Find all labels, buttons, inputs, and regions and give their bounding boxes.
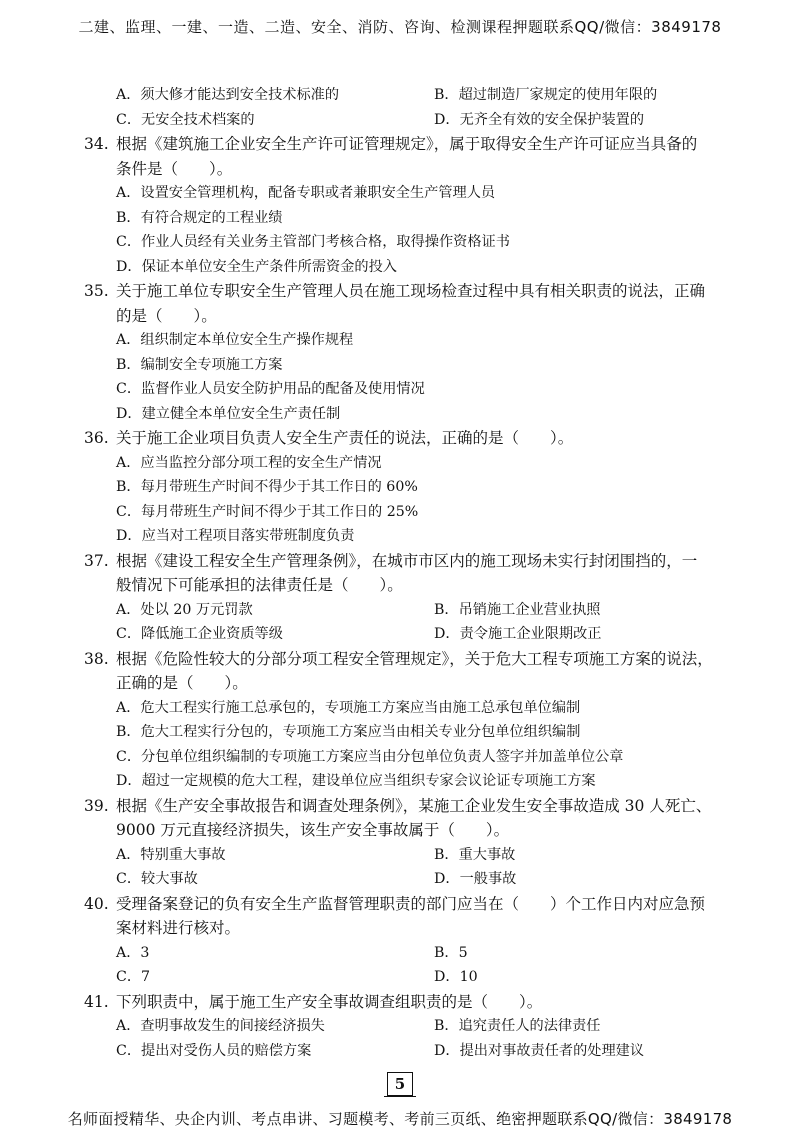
question-stem: 39. 根据《生产安全事故报告和调查处理条例》，某施工企业发生安全事故造成 30 人死亡、 xyxy=(0,794,800,819)
question-36 xyxy=(0,426,800,549)
option-d: D．超过一定规模的危大工程，建设单位应当组织专家会议论证专项施工方案 xyxy=(116,773,596,789)
question-stem: 38. 根据《危险性较大的分部分项工程安全管理规定》，关于危大工程专项施工方案的说法， xyxy=(0,647,800,672)
option-row xyxy=(0,622,800,647)
question-stem-cont: 9000 万元直接经济损失，该生产安全事故属于（ ）。 xyxy=(116,821,510,839)
option-d: D．保证本单位安全生产条件所需资金的投入 xyxy=(116,258,397,275)
option-row xyxy=(0,867,800,892)
option-a: A．特别重大事故 xyxy=(116,846,226,863)
option-row xyxy=(0,1014,800,1039)
question-number: 40. xyxy=(84,894,109,913)
option-c: C．无安全技术档案的 xyxy=(116,111,255,128)
option-row xyxy=(0,965,800,990)
question-content xyxy=(0,83,800,1063)
option-b: B．5 xyxy=(434,944,468,961)
page-footer: 名师面授精华、央企内训、考点串讲、习题模考、考前三页纸、绝密押题联系QQ/微信：3849178 xyxy=(67,1110,733,1128)
page-header: 二建、监理、一建、一造、二造、安全、消防、咨询、检测课程押题联系QQ/微信：3849178 xyxy=(78,18,722,36)
option-a: A．须大修才能达到安全技术标准的 xyxy=(116,87,340,103)
option-c: C．作业人员经有关业务主管部门考核合格，取得操作资格证书 xyxy=(116,234,510,250)
prev-question-options xyxy=(0,83,800,132)
option-d: D．一般事故 xyxy=(434,871,517,887)
question-35 xyxy=(0,279,800,426)
option-row xyxy=(0,843,800,868)
option-b: B．每月带班生产时间不得少于其工作日的 60% xyxy=(116,479,418,495)
question-number: 38. xyxy=(84,649,109,668)
question-stem: 37. 根据《建设工程安全生产管理条例》，在城市市区内的施工现场未实行封闭围挡的，一 xyxy=(0,549,800,574)
question-stem: 40. 受理备案登记的负有安全生产监督管理职责的部门应当在（ ）个工作日内对应急预 xyxy=(0,892,800,917)
option-d: D．10 xyxy=(434,969,478,985)
option-a: A．查明事故发生的间接经济损失 xyxy=(116,1018,325,1034)
question-39 xyxy=(0,794,800,892)
question-41 xyxy=(0,990,800,1064)
question-stem: 34. 根据《建筑施工企业安全生产许可证管理规定》，属于取得安全生产许可证应当具备的 xyxy=(0,132,800,157)
option-b: B．追究责任人的法律责任 xyxy=(434,1018,601,1034)
option-d: D．责令施工企业限期改正 xyxy=(434,626,602,642)
option-row xyxy=(0,83,800,108)
question-number: 37. xyxy=(84,551,109,570)
option-c: C．提出对受伤人员的赔偿方案 xyxy=(116,1042,312,1059)
question-number: 41. xyxy=(84,992,109,1011)
question-stem-cont: 的是（ ）。 xyxy=(116,306,217,325)
option-c: C．降低施工企业资质等级 xyxy=(116,626,283,642)
page-number-underline xyxy=(384,1096,416,1097)
option-d: D．应当对工程项目落实带班制度负责 xyxy=(116,528,355,544)
option-b: B．编制安全专项施工方案 xyxy=(116,356,283,373)
option-c: C．较大事故 xyxy=(116,871,198,887)
question-stem-cont: 般情况下可能承担的法律责任是（ ）。 xyxy=(116,576,403,594)
option-b: B．超过制造厂家规定的使用年限的 xyxy=(434,87,658,103)
question-37 xyxy=(0,549,800,647)
question-stem: 35. 关于施工单位专职安全生产管理人员在施工现场检查过程中具有相关职责的说法，正确 xyxy=(0,279,800,304)
option-a: A．组织制定本单位安全生产操作规程 xyxy=(116,332,354,348)
option-a: A．3 xyxy=(116,944,150,961)
question-stem-cont: 案材料进行核对。 xyxy=(116,919,241,937)
option-b: B．有符合规定的工程业绩 xyxy=(116,209,283,226)
option-c: C．监督作业人员安全防护用品的配备及使用情况 xyxy=(116,381,425,397)
question-number: 35. xyxy=(84,282,109,300)
question-stem-cont: 条件是（ ）。 xyxy=(116,159,233,178)
option-a: A．危大工程实行施工总承包的，专项施工方案应当由施工总承包单位编制 xyxy=(116,699,581,716)
option-a: A．设置安全管理机构，配备专职或者兼职安全生产管理人员 xyxy=(116,185,496,201)
option-a: A．应当监控分部分项工程的安全生产情况 xyxy=(116,454,382,471)
option-row xyxy=(0,941,800,966)
question-stem-cont: 正确的是（ ）。 xyxy=(116,674,248,692)
option-c: C．7 xyxy=(116,969,151,985)
option-c: C．分包单位组织编制的专项施工方案应当由分包单位负责人签字并加盖单位公章 xyxy=(116,748,624,765)
question-stem: 36. 关于施工企业项目负责人安全生产责任的说法，正确的是（ ）。 xyxy=(0,426,800,451)
page-number: 5 xyxy=(387,1072,413,1096)
option-c: C．每月带班生产时间不得少于其工作日的 25% xyxy=(116,503,419,520)
option-a: A．处以 20 万元罚款 xyxy=(116,601,253,618)
option-row xyxy=(0,1039,800,1064)
question-number: 39. xyxy=(84,796,109,815)
option-b: B．重大事故 xyxy=(434,846,516,863)
question-number: 34. xyxy=(84,135,109,153)
option-row xyxy=(0,108,800,133)
option-d: D．建立健全本单位安全生产责任制 xyxy=(116,405,341,422)
option-row xyxy=(0,598,800,623)
question-number: 36. xyxy=(84,429,109,447)
question-40 xyxy=(0,892,800,990)
question-38 xyxy=(0,647,800,794)
option-b: B．危大工程实行分包的，专项施工方案应当由相关专业分包单位组织编制 xyxy=(116,724,581,740)
option-d: D．无齐全有效的安全保护装置的 xyxy=(434,111,645,128)
option-b: B．吊销施工企业营业执照 xyxy=(434,601,601,618)
question-stem: 41. 下列职责中，属于施工生产安全事故调查组职责的是（ ）。 xyxy=(0,990,800,1015)
option-d: D．提出对事故责任者的处理建议 xyxy=(434,1042,645,1059)
question-34 xyxy=(0,132,800,279)
